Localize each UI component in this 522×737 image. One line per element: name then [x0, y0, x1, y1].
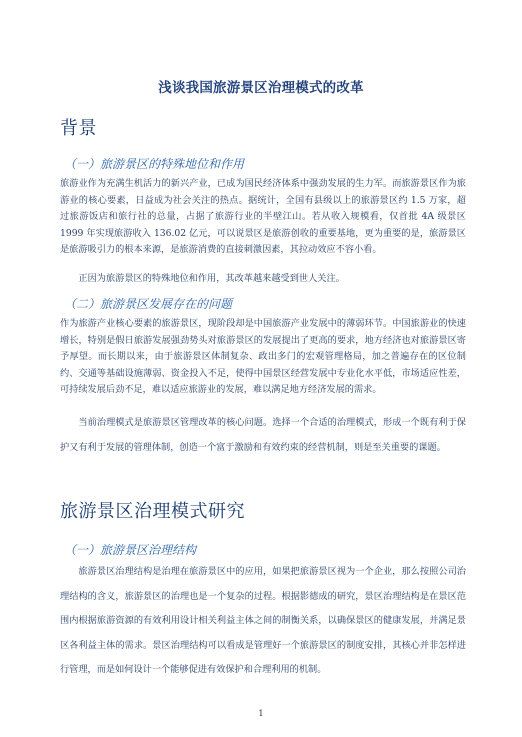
paragraph-problems: 作为旅游产业核心要素的旅游景区，现阶段却是中国旅游产业发展中的薄弱环节。中国旅游业的快速增长，特别是假日旅游发展强劲势头对旅游景区的发展提出了更高的要求，地方经济也对旅游景区寄予厚望。而长期以来，由于旅游景区体制复杂、政出多门的宏观管理格局，加之普遍存在的区位制约、交通等基础设施薄弱、资金投入不足，使得中国景区经营发展中专业化水平低，市场适应性差，可持续发展后劲不足，难以适应旅游业的发展，难以满足地方经济发展的需求。	[60, 318, 466, 396]
document-title: 浅谈我国旅游景区治理模式的改革	[158, 80, 364, 96]
paragraph-governance-core: 当前治理模式是旅游景区管理改革的核心问题。选择一个合适的治理模式，形成一个既有利于保护又有利于发展的管理体制，创造一个富于激励和有效约束的经营机制，则是至关重要的课题。	[60, 417, 466, 453]
paragraph-governance-structure: 旅游景区治理结构是治理在旅游景区中的应用，如果把旅游景区视为一个企业，那么按照公司治理结构的含义，旅游景区的治理也是一个复杂的过程。根据影德成的研究，景区治理结构是在景区范围内根据旅游资源的有效利用设计相关利益主体之间的制衡关系，以确保景区的健康发展，并满足景区各利益主体的需求。景区治理结构可以看成是管理好一个旅游景区的制度安排，其核心并非怎样进行管理，而是如何设计一个能够促进有效保护和合理利用的机制。	[60, 566, 466, 676]
paragraph-special-status: 旅游业作为充满生机活力的新兴产业，已成为国民经济体系中强劲发展的生力军。而旅游景区作为旅游业的核心要素，日益成为社会关注的热点。据统计，全国有县级以上的旅游景区约 1.5 万家，超过旅游饭店和旅行社的总量，占据了旅游行业的半壁江山。若从收入规模看，仅首批 4A 级景区 1999 年实现旅游收入 136.02 亿元，可以说景区是旅游创收的重要基地，更为重要的是，旅游景区是旅游吸引力的根本来源，是旅游消费的直接刺激因素，其拉动效应不容小看。	[60, 178, 466, 256]
subsection-heading-problems: （二）旅游景区发展存在的问题	[64, 297, 233, 311]
paragraph-reform-attention: 正因为旅游景区的特殊地位和作用，其改革越来越受到世人关注。	[78, 273, 345, 284]
section-heading-background: 背景	[60, 118, 97, 139]
subsection-heading-special-status: （一）旅游景区的特殊地位和作用	[64, 157, 245, 171]
section-heading-governance-research: 旅游景区治理模式研究	[60, 501, 245, 522]
page-number: 1	[258, 709, 264, 719]
subsection-heading-governance-structure: （一）旅游景区治理结构	[64, 543, 197, 557]
